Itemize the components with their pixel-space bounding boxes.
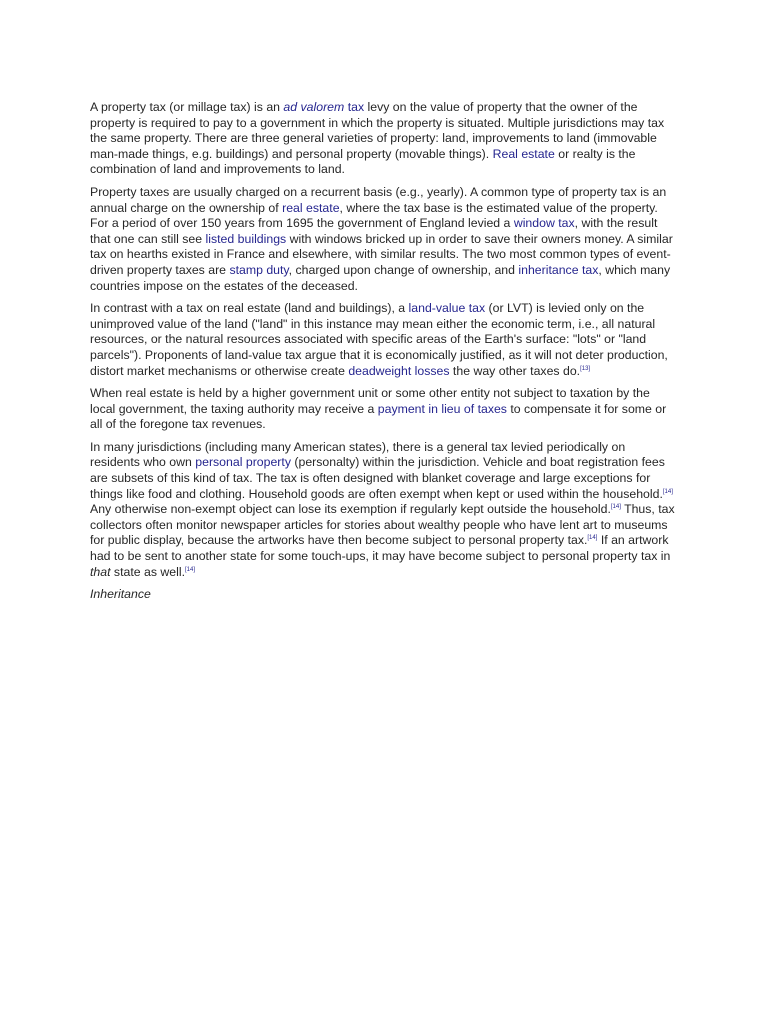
link-listed-buildings[interactable]: listed buildings — [205, 231, 287, 246]
link-deadweight-losses[interactable]: deadweight losses — [348, 363, 450, 378]
paragraph-intro: A property tax (or millage tax) is an ad valorem tax levy on the value of property that the owner of the property is required to pay to a government in which the property is situated. Multiple jurisdictions may tax the same property. There are three general varieties of property: land, improvements to land (immovable man-made things, e.g. buildings) and personal property (movable things). Real estate or realty is the combination of land and improvements to land. — [90, 100, 665, 177]
citation-14-a[interactable]: [14] — [662, 488, 673, 495]
paragraph-recurrent-basis: Property taxes are usually charged on a recurrent basis (e.g., yearly). A common type of property tax is an annual charge on the ownership of real estate, where the tax base is the estimated value of the property. For a period of over 150 years from 1695 the government of England levied a window tax, with the result that one can still see listed buildings with windows bricked up in order to save their owners money. A similar tax on hearths existed in France and elsewhere, with similar results. The two most common types of event-driven property taxes are stamp duty, charged upon change of ownership, and inheritance tax, which many countries impose on the estates of the deceased. — [90, 184, 673, 293]
citation-14-c[interactable]: [14] — [587, 535, 598, 542]
citation-13[interactable]: [13] — [580, 365, 591, 372]
link-inheritance-tax[interactable]: inheritance tax — [518, 262, 599, 277]
link-stamp-duty[interactable]: stamp duty — [229, 262, 289, 277]
paragraph-personal-property: In many jurisdictions (including many American states), there is a general tax levied periodically on residents who own personal property (personalty) within the jurisdiction. Vehicle and boat registration fees are subsets of this kind of tax. The tax is often designed with blanket coverage and large exceptions for things like food and clothing. Household goods are often exempt when kept or used within the household.[14] Any otherwise non-exempt object can lose its exemption if regularly kept outside the household.[14] Thus, tax collectors often monitor newspaper articles for stories about wealthy people who have lent art to museums for public display, because the artworks have then become subject to personal property tax.[14] If an artwork had to be sent to another state for some touch-ups, it may have become subject to personal property tax in that state as well.[14] — [90, 439, 675, 579]
link-real-estate-2[interactable]: real estate — [282, 200, 340, 215]
citation-14-b[interactable]: [14] — [610, 504, 621, 511]
link-land-value-tax[interactable]: land-value tax — [408, 301, 486, 316]
link-window-tax[interactable]: window tax — [513, 216, 575, 231]
link-tax[interactable]: tax — [347, 100, 365, 114]
section-heading-inheritance: Inheritance — [90, 587, 151, 602]
citation-14-d[interactable]: [14] — [185, 566, 196, 573]
link-ad-valorem[interactable]: ad valorem — [283, 100, 345, 114]
link-payment-in-lieu-of-taxes[interactable]: payment in lieu of taxes — [377, 401, 507, 416]
link-real-estate[interactable]: Real estate — [492, 146, 555, 161]
document-page — [90, 100, 678, 610]
link-personal-property[interactable]: personal property — [195, 455, 291, 470]
paragraph-land-value-tax: In contrast with a tax on real estate (land and buildings), a land-value tax (or LVT) is levied only on the unimproved value of the land ("land" in this instance may mean either the economic term, i.e., all natural resources, or the natural resources associated with specific areas of the Earth's surface: "lots" or "land parcels"). Proponents of land-value tax argue that it is economically justified, as it will not deter production, distort market mechanisms or otherwise create deadweight losses the way other taxes do.[13] — [90, 301, 668, 378]
paragraph-payment-in-lieu: When real estate is held by a higher government unit or some other entity not subject to taxation by the local government, the taxing authority may receive a payment in lieu of taxes to compensate it for some or all of the foregone tax revenues. — [90, 386, 667, 432]
